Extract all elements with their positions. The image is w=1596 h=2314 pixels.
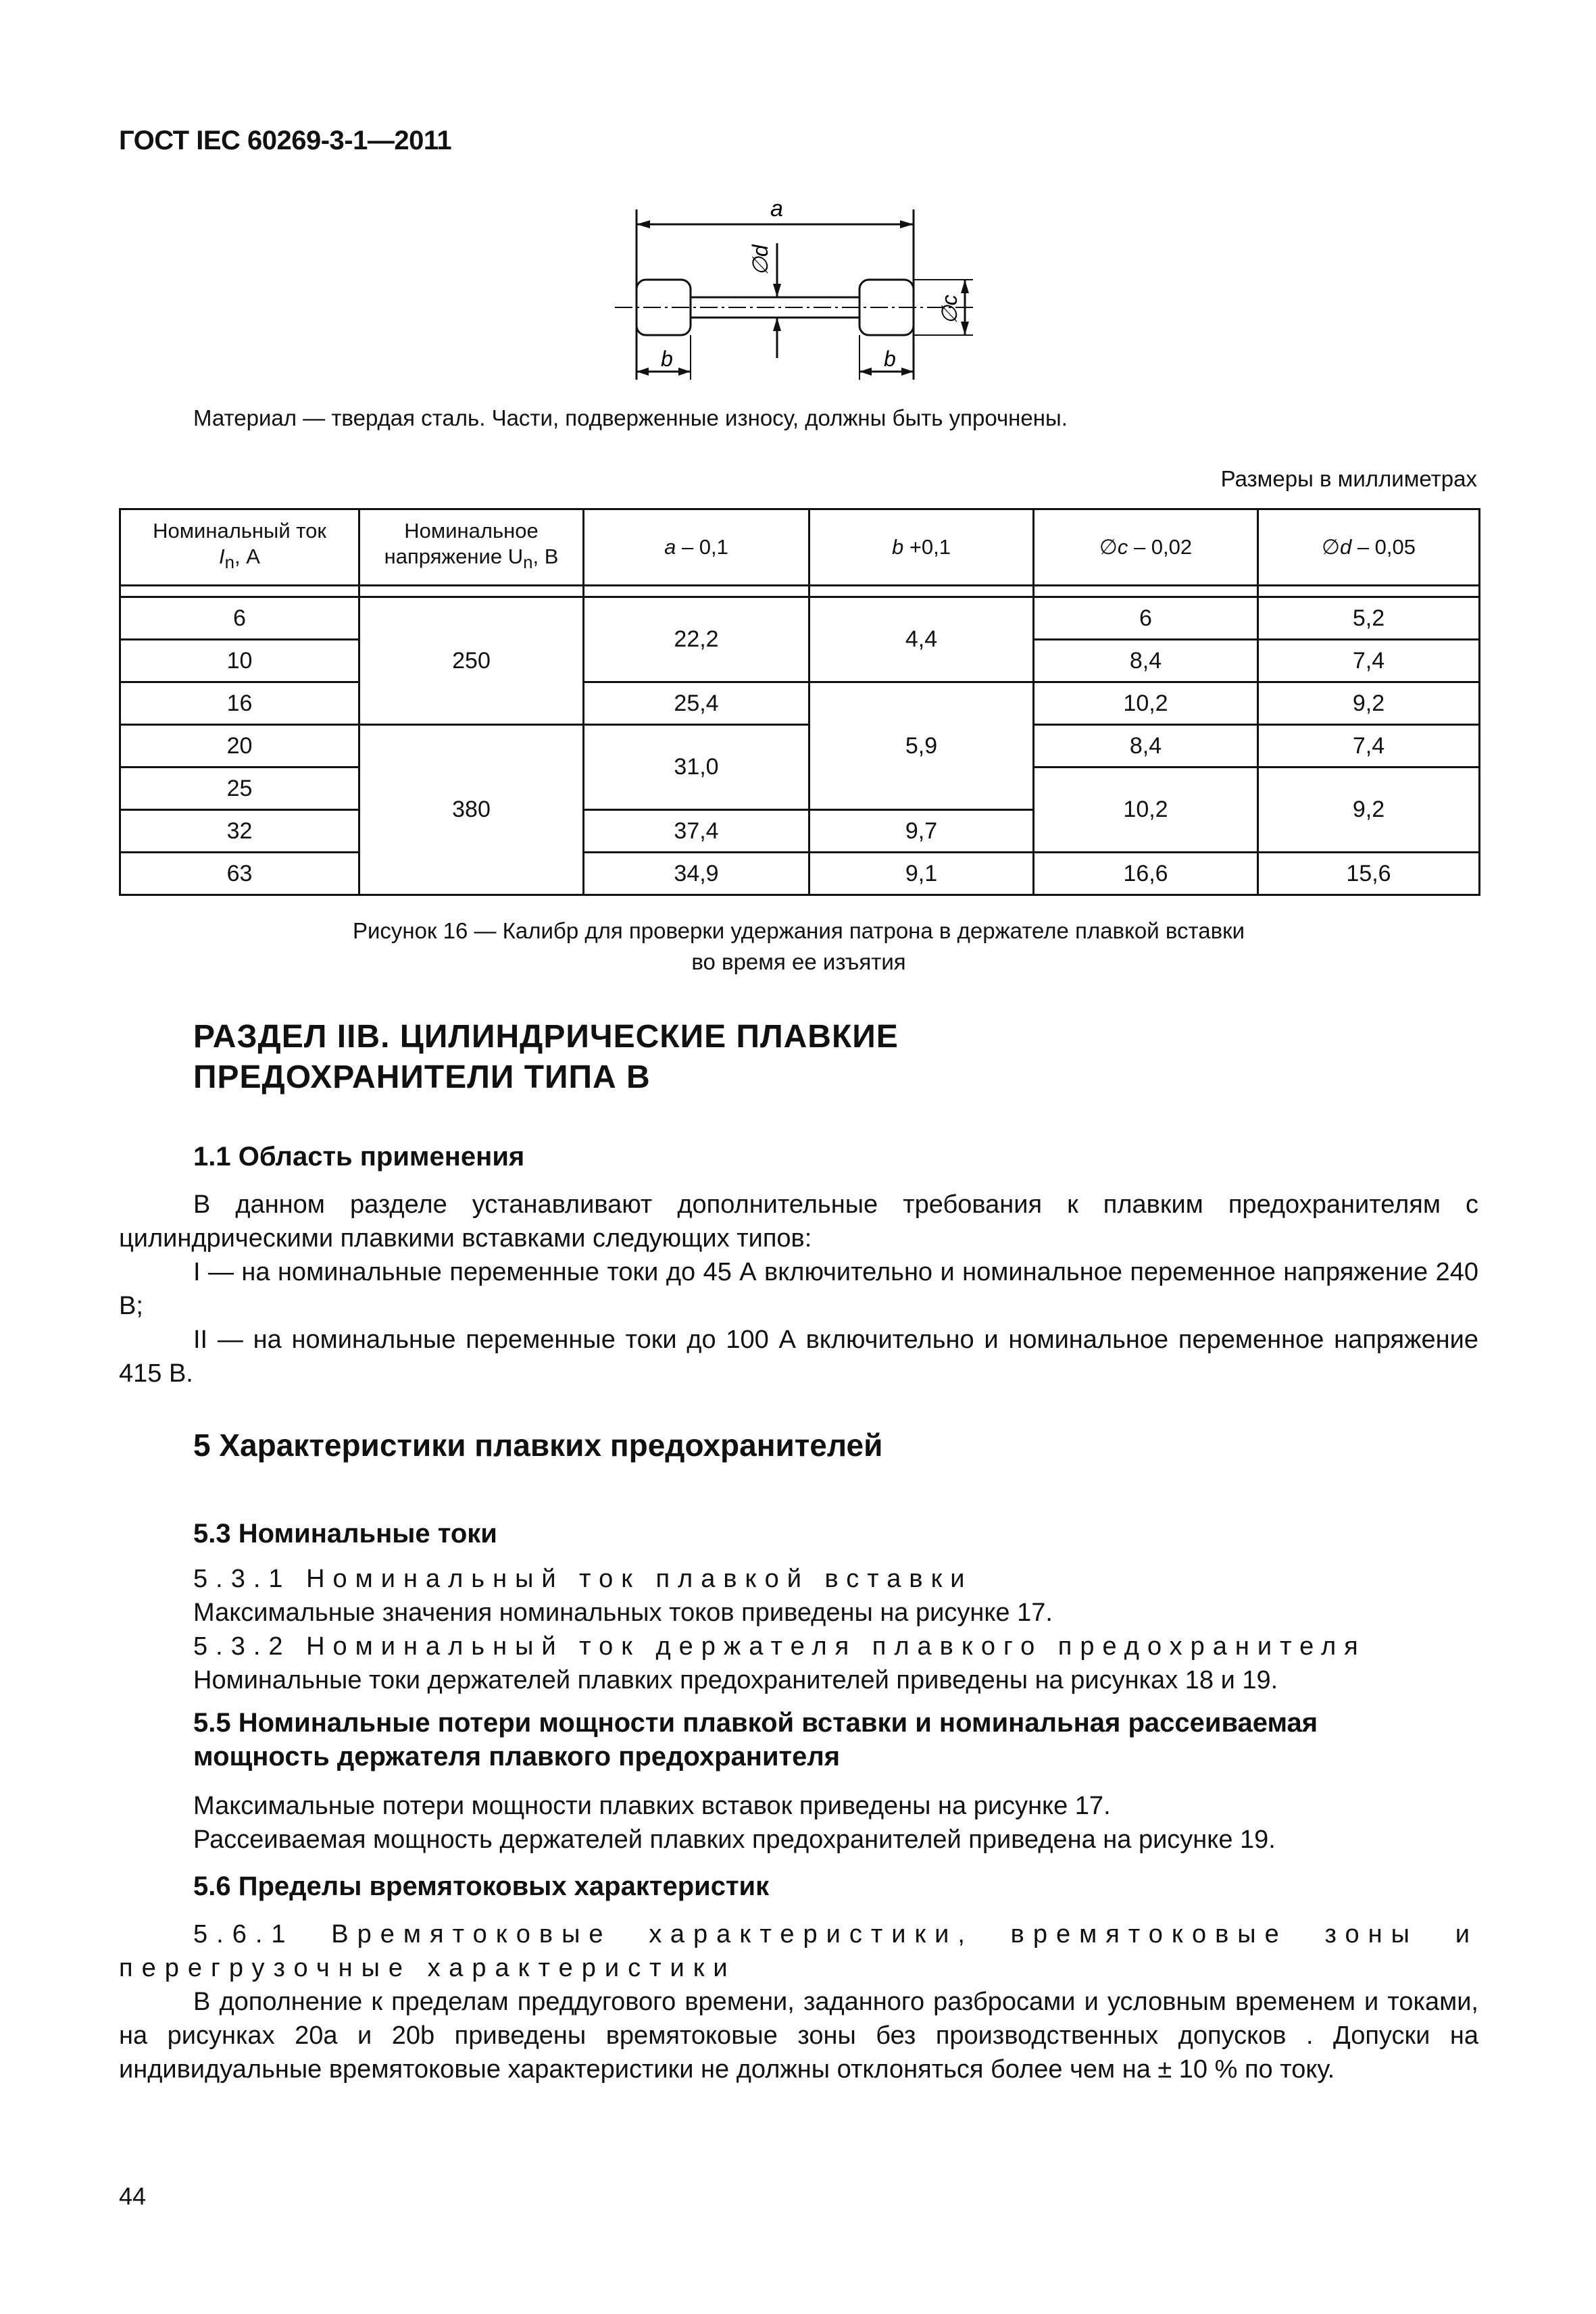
standard-code: ГОСТ IEC 60269-3-1—2011 [119,126,452,155]
s56-heading: 5.6 Пределы времятоковых характеристик [193,1871,770,1901]
header-b: b +0,1 [809,509,1034,586]
units-note: Размеры в миллиметрах [1220,466,1477,491]
cell-current: 20 [120,725,359,768]
dim-label-b-right: b [884,347,896,371]
scope-type-ii: II — на номинальные переменные токи до 100 А включительно и номинальное переменное напряжение 415 В. [119,1326,1478,1388]
dim-label-a: a [770,196,783,222]
s56-paragraphs [119,1917,1478,2086]
cell-b: 9,7 [809,810,1034,853]
cell-current: 6 [120,597,359,640]
cell-d: 7,4 [1258,725,1480,768]
cell-d: 9,2 [1258,768,1480,853]
gauge-dimensions-table [119,508,1480,896]
s531-title: 5.3.1 Номинальный ток плавкой вставки [193,1565,973,1593]
cell-a: 25,4 [584,682,809,725]
cell-current: 32 [120,810,359,853]
cell-voltage: 250 [359,597,584,725]
header-a: a – 0,1 [584,509,809,586]
section-title: РАЗДЕЛ IIB. ЦИЛИНДРИЧЕСКИЕ ПЛАВКИЕ ПРЕДОХРАНИТЕЛИ ТИПА B [193,1019,899,1095]
header-d: ∅d – 0,05 [1258,509,1480,586]
cell-d: 15,6 [1258,853,1480,895]
gauge-drawing [608,196,987,392]
cell-c: 10,2 [1034,768,1258,853]
table-row [120,597,1480,640]
cell-d: 9,2 [1258,682,1480,725]
cell-a: 37,4 [584,810,809,853]
cell-a: 34,9 [584,853,809,895]
dim-label-b-left: b [661,347,673,371]
cell-d: 7,4 [1258,640,1480,682]
scope-intro: В данном разделе устанавливают дополнительные требования к плавким предохранителям с цилиндрическими плавкими вставками следующих типов: [119,1190,1478,1253]
s55-p1: Максимальные потери мощности плавких вставок приведены на рисунке 17. [193,1792,1111,1820]
s55-paragraphs [119,1789,1478,1857]
scope-paragraphs [119,1188,1478,1390]
scope-heading: 1.1 Область применения [193,1142,525,1172]
s561-title: 5.6.1 Времятоковые характеристики, времятоковые зоны и перегрузочные характеристики [119,1920,1478,1982]
s53-heading: 5.3 Номинальные токи [193,1519,497,1549]
s532-title: 5.3.2 Номинальный ток держателя плавкого предохранителя [193,1632,1366,1661]
s531-text: Максимальные значения номинальных токов приведены на рисунке 17. [193,1599,1053,1627]
header-rated-current: Номинальный ток $I_n$, А [120,509,359,586]
dim-label-c: ∅c [937,295,962,324]
figure-caption: Рисунок 16 — Калибр для проверки удержания патрона в держателе плавкой вставки во время ее изъятия [352,918,1245,974]
s55-heading: 5.5 Номинальные потери мощности плавкой вставки и номинальная рассеиваемая мощность держателя плавкого предохранителя [193,1708,1318,1771]
cell-a: 22,2 [584,597,809,682]
table-row [120,682,1480,725]
cell-b: 5,9 [809,682,1034,810]
header-rated-voltage: Номинальное напряжение $U_n$, В [359,509,584,586]
chapter-5-heading: 5 Характеристики плавких предохранителей [193,1428,883,1463]
cell-voltage: 380 [359,725,584,895]
cell-current: 63 [120,853,359,895]
cell-current: 16 [120,682,359,725]
material-note: Материал — твердая сталь. Части, подверженные износу, должны быть упрочнены. [193,405,1068,430]
s55-p2: Рассеиваемая мощность держателей плавких предохранителей приведена на рисунке 19. [193,1826,1276,1854]
cell-c: 10,2 [1034,682,1258,725]
table-row [120,725,1480,768]
s561-text: В дополнение к пределам преддугового времени, заданного разбросами и условным временем и токами, на рисунках 20а и 20b приведены времятоковые зоны без производственных допусков . Допуски на индивидуальные времятоковые характеристики не должны отклоняться более чем на ± 10 % по току. [119,1988,1478,2084]
cell-b: 9,1 [809,853,1034,895]
scope-type-i: I — на номинальные переменные токи до 45 А включительно и номинальное переменное напряжение 240 В; [119,1258,1478,1320]
cell-c: 6 [1034,597,1258,640]
table-header-row [120,509,1480,586]
page-number: 44 [119,2182,147,2210]
cell-b: 4,4 [809,597,1034,682]
cell-current: 10 [120,640,359,682]
cell-c: 16,6 [1034,853,1258,895]
cell-a: 31,0 [584,725,809,810]
cell-c: 8,4 [1034,640,1258,682]
s532-text: Номинальные токи держателей плавких предохранителей приведены на рисунках 18 и 19. [193,1666,1278,1694]
s53-paragraphs [119,1562,1478,1697]
cell-d: 5,2 [1258,597,1480,640]
table-row [120,853,1480,895]
cell-current: 25 [120,768,359,810]
cell-c: 8,4 [1034,725,1258,768]
header-c: ∅c – 0,02 [1034,509,1258,586]
dim-label-d: ∅d [748,245,772,276]
